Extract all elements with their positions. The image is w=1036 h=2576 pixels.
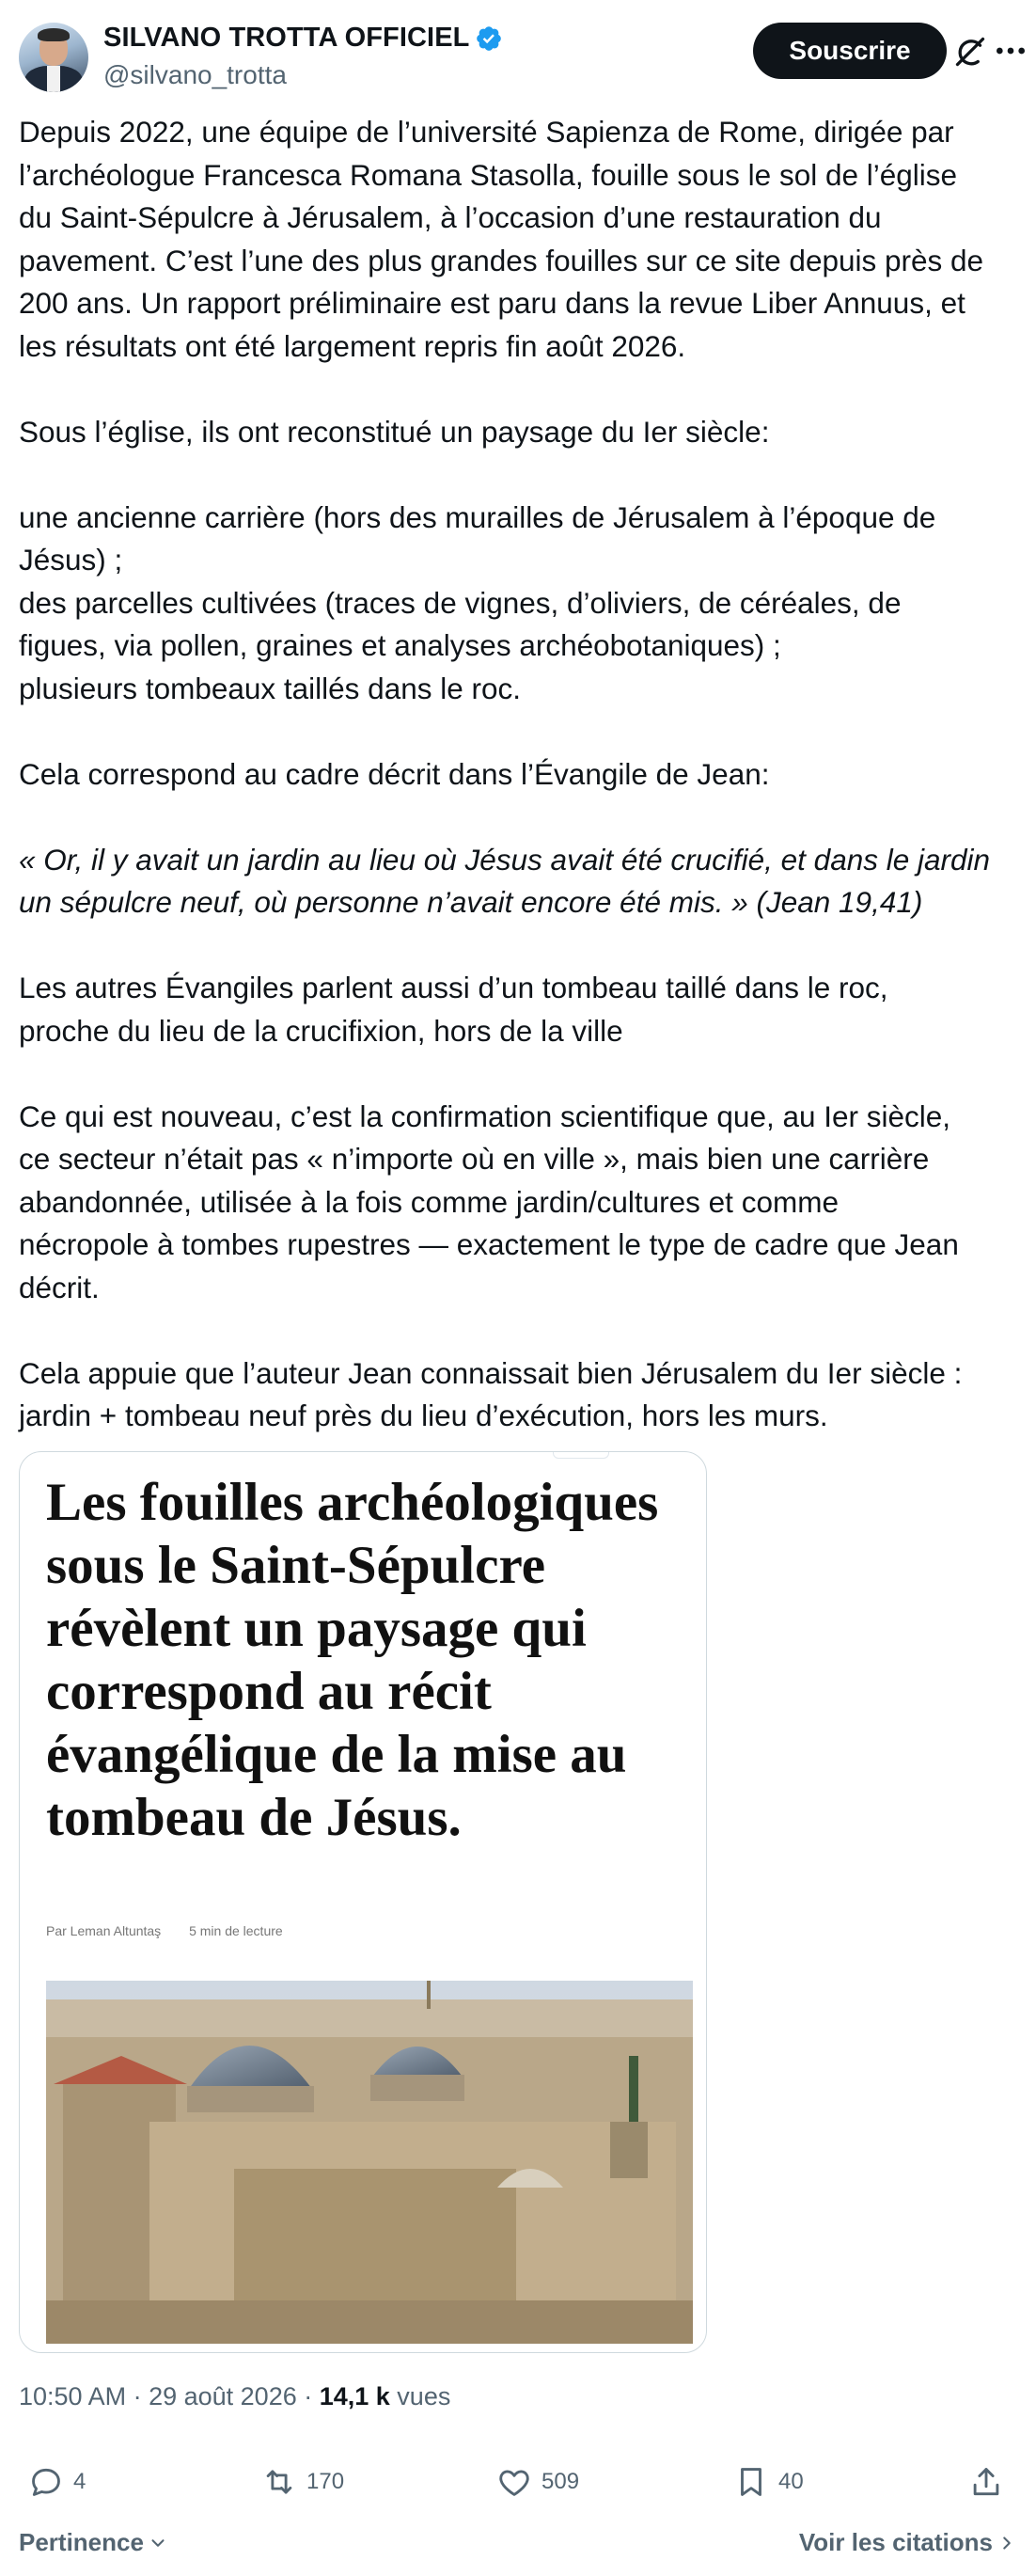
action-bar bbox=[19, 2464, 1017, 2521]
grok-icon[interactable] bbox=[953, 35, 987, 69]
repost-icon bbox=[261, 2464, 297, 2500]
post-paragraph: Depuis 2022, une équipe de l’université Sapienza de Rome, dirigée par l’archéologue Francesca Romana Stasolla, fouille sous le sol de l’église du Saint-Sépulcre à Jérusalem, à l’occasion d’une restauration du pavement. C’est l’une des plus grandes fouilles sur ce site depuis près de 200 ans. Un rapport préliminaire est paru dans la revue Liber Annuus, et les résultats ont été largement repris fin août 2026. bbox=[19, 115, 984, 363]
view-quotes-link[interactable] bbox=[799, 2528, 1017, 2557]
byline-read-time: 5 min de lecture bbox=[189, 1923, 283, 1938]
like-count: 509 bbox=[542, 2469, 580, 2494]
sort-label: Pertinence bbox=[19, 2528, 144, 2556]
share-button[interactable] bbox=[968, 2464, 1013, 2500]
bookmark-count: 40 bbox=[778, 2469, 804, 2494]
post-text bbox=[19, 111, 1025, 1438]
repost-count: 170 bbox=[306, 2469, 345, 2494]
reply-icon bbox=[28, 2464, 64, 2500]
post-timestamp[interactable]: 10:50 AM · 29 août 2026 · bbox=[19, 2382, 320, 2410]
post-paragraph: une ancienne carrière (hors des murailles de Jérusalem à l’époque de Jésus) ; des parcelles cultivées (traces de vignes, d’oliviers, de céréales, de figues, via pollen, graines et analyses archéobotaniques) ; plusieurs tombeaux taillés dans le roc. bbox=[19, 499, 936, 705]
share-icon bbox=[968, 2464, 1004, 2500]
views-label: vues bbox=[389, 2382, 451, 2410]
repost-button[interactable] bbox=[261, 2464, 344, 2500]
reply-count: 4 bbox=[73, 2469, 86, 2494]
bookmark-icon bbox=[733, 2464, 769, 2500]
reply-button[interactable] bbox=[28, 2464, 86, 2500]
post-meta bbox=[19, 2382, 450, 2411]
church-photo bbox=[46, 1981, 693, 2344]
article-headline: Les fouilles archéologiques sous le Saint-Sépulcre révèlent un paysage qui correspond au récit évangélique de la mise au tombeau de Jésus. bbox=[46, 1473, 659, 1847]
chevron-down-icon bbox=[148, 2533, 168, 2553]
post-paragraph: Cela correspond au cadre décrit dans l’Évangile de Jean: bbox=[19, 756, 770, 791]
bookmark-button[interactable] bbox=[733, 2464, 804, 2500]
subscribe-button[interactable]: Souscrire bbox=[753, 23, 947, 79]
post-paragraph: Sous l’église, ils ont reconstitué un paysage du Ier siècle: bbox=[19, 414, 770, 449]
byline-author: Par Leman Altuntaş bbox=[46, 1923, 162, 1938]
like-button[interactable] bbox=[496, 2464, 579, 2500]
heart-icon bbox=[496, 2464, 532, 2500]
more-options-icon[interactable] bbox=[992, 32, 1029, 70]
post-paragraph: Ce qui est nouveau, c’est la confirmation scientifique que, au Ier siècle, ce secteur n’était pas « n’importe où en ville », mais bien une carrière abandonnée, utilisée à la fois comme jardin/cultures et comme nécropole à tombes rupestres — exactement le type de cadre que Jean décrit. bbox=[19, 1098, 959, 1304]
card-tab-decoration bbox=[553, 1451, 609, 1459]
view-quotes-label: Voir les citations bbox=[798, 2528, 993, 2556]
chevron-right-icon bbox=[997, 2533, 1017, 2553]
author-name-row[interactable] bbox=[103, 23, 503, 54]
post-paragraph: Les autres Évangiles parlent aussi d’un tombeau taillé dans le roc, proche du lieu de la crucifixion, hors de la ville bbox=[19, 971, 888, 1048]
post-header bbox=[19, 19, 1017, 94]
gospel-quote: « Or, il y avait un jardin au lieu où Jésus avait été crucifié, et dans le jardin un sépulcre neuf, où personne n’avait encore été mis. » (Jean 19,41) bbox=[19, 842, 991, 919]
sort-dropdown[interactable] bbox=[19, 2528, 168, 2557]
verified-badge-icon bbox=[475, 24, 503, 53]
post-paragraph: Cela appuie que l’auteur Jean connaissait bien Jérusalem du Ier siècle : jardin + tombeau neuf près du lieu d’exécution, hors les murs. bbox=[19, 1355, 963, 1432]
article-media-card[interactable] bbox=[19, 1451, 707, 2353]
author-display-name[interactable]: SILVANO TROTTA OFFICIEL bbox=[103, 23, 470, 53]
avatar[interactable] bbox=[19, 23, 88, 92]
article-byline bbox=[46, 1923, 307, 1938]
author-handle[interactable]: @silvano_trotta bbox=[103, 60, 287, 89]
views-count: 14,1 k bbox=[319, 2382, 390, 2410]
